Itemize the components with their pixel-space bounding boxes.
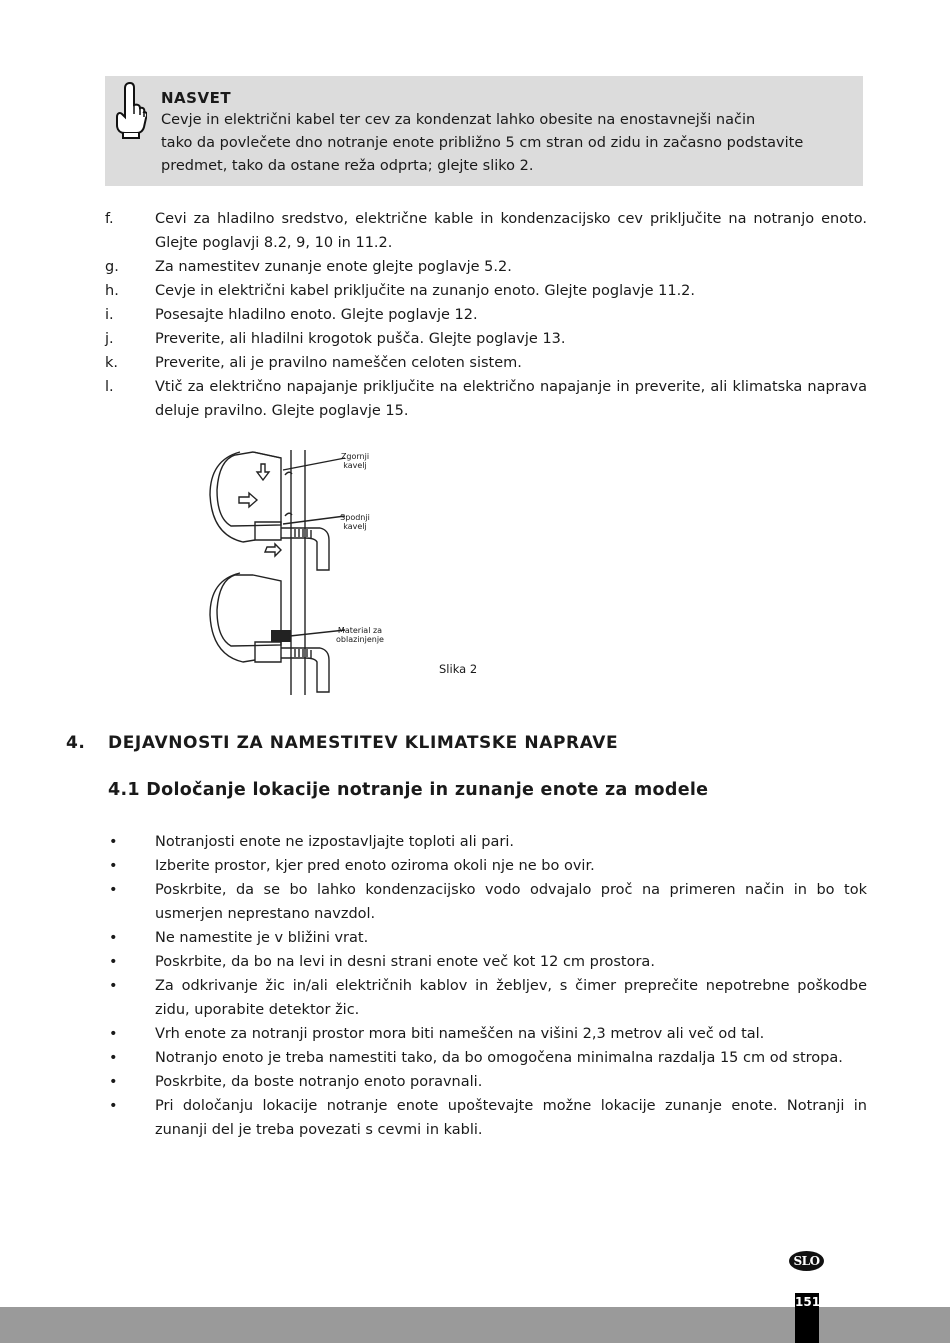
- bullet-text: Pri določanju lokacije notranje enote upoštevajte možne lokacije zunanje enote. Notranji in zunanji del je treba povezati s cevmi in kabli.: [155, 1098, 867, 1138]
- bullet-text: Poskrbite, da boste notranjo enoto poravnali.: [155, 1074, 483, 1090]
- step-letter: j.: [105, 331, 114, 347]
- bullet-dot: •: [109, 930, 118, 946]
- bullet-text: Notranjo enoto je treba namestiti tako, da bo omogočena minimalna razdalja 15 cm od stropa.: [155, 1050, 843, 1066]
- step-item: [105, 327, 867, 351]
- tip-text: [161, 109, 851, 178]
- bullet-text: Ne namestite je v bližini vrat.: [155, 930, 369, 946]
- bullet-dot: •: [109, 834, 118, 850]
- step-text: Vtič za električno napajanje priključite na električno napajanje in preverite, ali klimatska naprava deluje pravilno. Glejte poglavje 15.: [155, 379, 867, 419]
- list-item: [105, 854, 867, 878]
- figure-2: [195, 440, 515, 700]
- subsection-heading: 4.1 Določanje lokacije notranje in zunanje enote za modele: [108, 780, 709, 800]
- step-item: [105, 375, 867, 423]
- pointing-hand-icon: [111, 81, 147, 139]
- step-text: Posesajte hladilno enoto. Glejte poglavje 12.: [155, 307, 478, 323]
- section-number: 4.: [66, 733, 86, 753]
- list-item: [105, 1046, 867, 1070]
- bullet-dot: •: [109, 858, 118, 874]
- page-number: 151: [795, 1293, 819, 1343]
- installation-diagram: [195, 440, 515, 700]
- tip-line: predmet, tako da ostane reža odprta; glejte sliko 2.: [161, 158, 534, 174]
- label-line: kavelj: [343, 522, 367, 531]
- step-item: [105, 255, 867, 279]
- list-item: [105, 878, 867, 926]
- step-text: Preverite, ali hladilni krogotok pušča. Glejte poglavje 13.: [155, 331, 566, 347]
- label-line: Zgornji: [340, 452, 370, 461]
- step-letter: f.: [105, 211, 114, 227]
- tip-line: Cevje in električni kabel ter cev za kondenzat lahko obesite na enostavnejši način: [161, 112, 756, 128]
- section-heading: [66, 733, 618, 753]
- bullet-dot: •: [109, 1074, 118, 1090]
- step-text: Cevje in električni kabel priključite na zunanjo enoto. Glejte poglavje 11.2.: [155, 283, 696, 299]
- step-text: Za namestitev zunanje enote glejte poglavje 5.2.: [155, 259, 512, 275]
- padding-material-label: [335, 626, 385, 644]
- bullet-text: Poskrbite, da se bo lahko kondenzacijsko vodo odvajalo proč na primeren način in bo tok usmerjen neprestano navzdol.: [155, 882, 867, 922]
- list-item: [105, 950, 867, 974]
- bullet-list: [105, 830, 867, 1142]
- list-item: [105, 1022, 867, 1046]
- step-item: [105, 279, 867, 303]
- bullet-text: Izberite prostor, kjer pred enoto oziroma okoli nje ne bo ovir.: [155, 858, 595, 874]
- list-item: [105, 974, 867, 1022]
- lower-hook-label: [333, 513, 377, 531]
- upper-hook-label: [333, 452, 377, 470]
- bullet-dot: •: [109, 1026, 118, 1042]
- bullet-dot: •: [109, 1098, 118, 1114]
- label-line: oblazinjenje: [336, 635, 384, 644]
- figure-caption: Slika 2: [439, 662, 478, 676]
- bullet-text: Notranjosti enote ne izpostavljajte toploti ali pari.: [155, 834, 514, 850]
- tip-box: [105, 76, 863, 186]
- list-item: [105, 1070, 867, 1094]
- bullet-dot: •: [109, 954, 118, 970]
- list-item: [105, 1094, 867, 1142]
- label-line: Material za: [337, 626, 383, 635]
- bullet-dot: •: [109, 1050, 118, 1066]
- step-list: [105, 207, 867, 423]
- step-item: [105, 303, 867, 327]
- step-text: Cevi za hladilno sredstvo, električne kable in kondenzacijsko cev priključite na notranjo enoto. Glejte poglavji 8.2, 9, 10 in 11.2.: [155, 211, 867, 251]
- list-item: [105, 926, 867, 950]
- step-text: Preverite, ali je pravilno nameščen celoten sistem.: [155, 355, 522, 371]
- bullet-text: Vrh enote za notranji prostor mora biti nameščen na višini 2,3 metrov ali več od tal.: [155, 1026, 765, 1042]
- step-letter: h.: [105, 283, 119, 299]
- list-item: [105, 830, 867, 854]
- tip-title: NASVET: [161, 89, 232, 107]
- language-badge: SLO: [789, 1251, 824, 1271]
- bullet-text: Poskrbite, da bo na levi in desni strani enote več kot 12 cm prostora.: [155, 954, 655, 970]
- tip-line: tako da povlečete dno notranje enote približno 5 cm stran od zidu in začasno podstavite: [161, 135, 804, 151]
- step-letter: l.: [105, 379, 114, 395]
- label-line: Spodnji: [340, 513, 370, 522]
- step-item: [105, 351, 867, 375]
- bullet-dot: •: [109, 978, 118, 994]
- bullet-dot: •: [109, 882, 118, 898]
- bullet-text: Za odkrivanje žic in/ali električnih kablov in žebljev, s čimer preprečite nepotrebne poškodbe zidu, uporabite detektor žic.: [155, 978, 867, 1018]
- section-title: DEJAVNOSTI ZA NAMESTITEV KLIMATSKE NAPRAVE: [108, 733, 619, 753]
- step-letter: g.: [105, 259, 119, 275]
- step-letter: k.: [105, 355, 119, 371]
- step-letter: i.: [105, 307, 114, 323]
- step-item: [105, 207, 867, 255]
- label-line: kavelj: [343, 461, 367, 470]
